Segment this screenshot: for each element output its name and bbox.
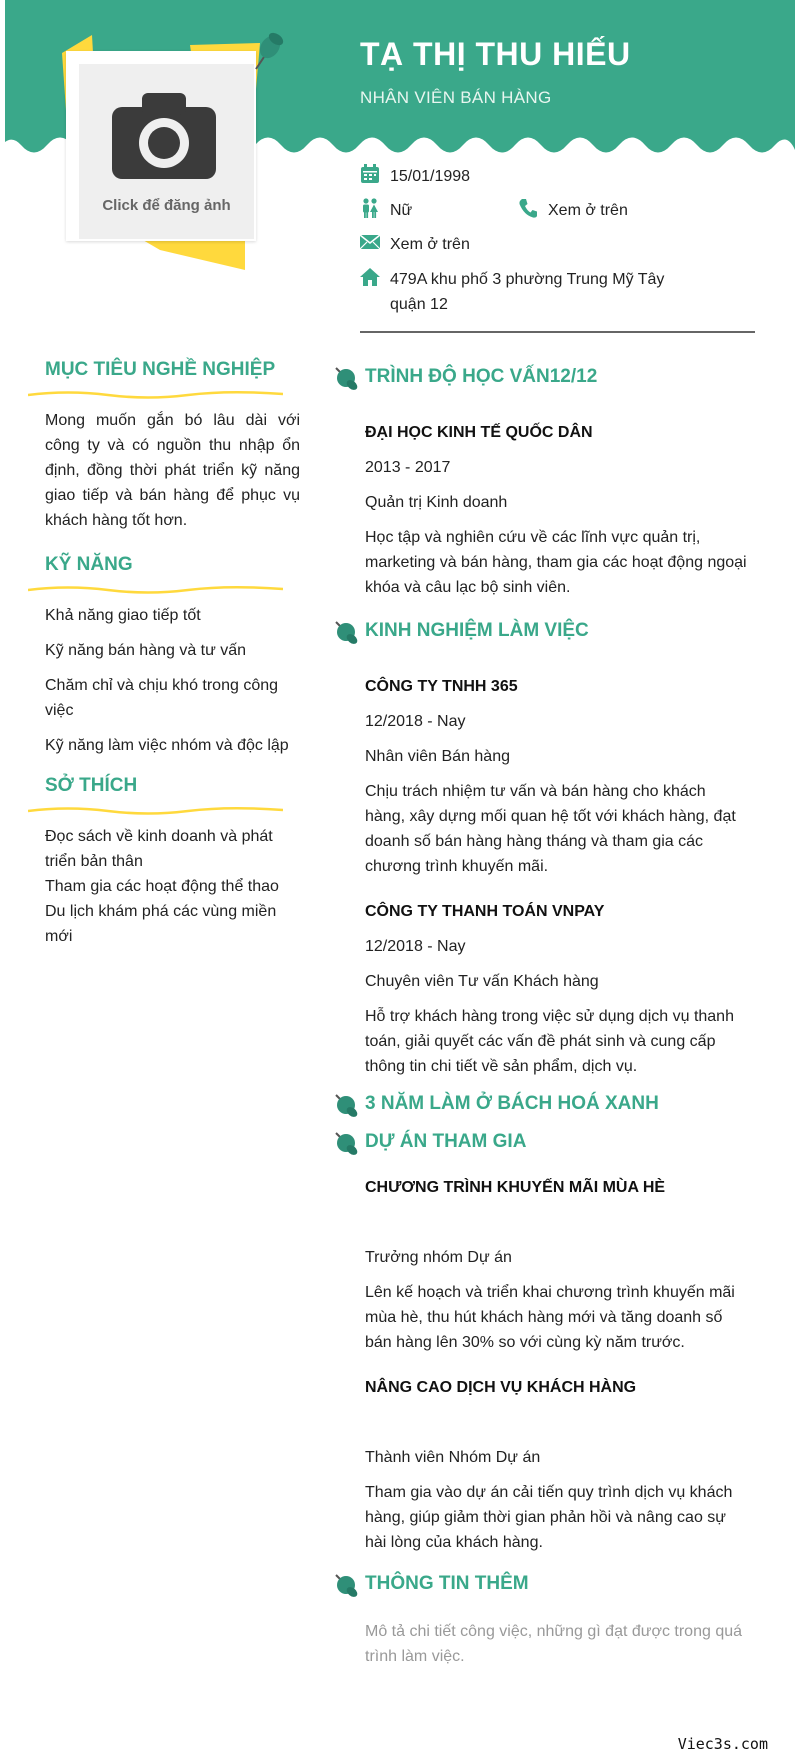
- project-role: Trưởng nhóm Dự án: [365, 1249, 512, 1266]
- additional-placeholder[interactable]: Mô tả chi tiết công việc, những gì đạt được trong quá trình làm việc.: [365, 1623, 743, 1665]
- contact-address: [360, 267, 720, 319]
- skill-item: Kỹ năng làm việc nhóm và độc lập: [45, 737, 289, 754]
- additional-title: THÔNG TIN THÊM: [365, 1573, 529, 1594]
- skill-item: Kỹ năng bán hàng và tư vấn: [45, 642, 247, 659]
- phone-icon: [518, 198, 538, 218]
- upload-photo-label[interactable]: Click để đăng ảnh: [102, 197, 231, 214]
- company-name: CÔNG TY THANH TOÁN VNPAY: [365, 903, 605, 920]
- contact-phone: [518, 198, 698, 223]
- left-column: [45, 352, 300, 949]
- contact-dob: [360, 164, 680, 189]
- skill-item: Chăm chỉ và chịu khó trong công việc: [45, 677, 279, 719]
- project-entry: [365, 1375, 750, 1555]
- hobby-item: Du lịch khám phá các vùng miền mới: [45, 903, 277, 945]
- project-period-empty: [365, 1210, 750, 1235]
- home-icon: [360, 267, 380, 287]
- job-entry: [365, 674, 750, 879]
- skill-item: Khả năng giao tiếp tốt: [45, 607, 201, 624]
- education-entry: [365, 420, 750, 600]
- pushpin-icon: [330, 616, 358, 648]
- project-period-empty: [365, 1410, 750, 1435]
- contact-email: [360, 232, 680, 257]
- pushpin-icon: [330, 362, 358, 394]
- photo-card[interactable]: [66, 51, 256, 241]
- calendar-icon: [360, 164, 380, 184]
- job-desc: Hỗ trợ khách hàng trong việc sử dụng dịch vụ thanh toán, giải quyết các vấn đề phát sinh và cung cấp thông tin chi tiết về sản phẩm, dịch vụ.: [365, 1008, 734, 1075]
- education-title: TRÌNH ĐỘ HỌC VẤN12/12: [365, 366, 598, 387]
- dob-value: 15/01/1998: [390, 168, 471, 185]
- education-major: Quản trị Kinh doanh: [365, 494, 508, 511]
- address-value: 479A khu phố 3 phường Trung Mỹ Tây quận 12: [390, 271, 665, 313]
- company-name: CÔNG TY TNHH 365: [365, 678, 518, 695]
- job-role: Chuyên viên Tư vấn Khách hàng: [365, 973, 599, 990]
- phone-value: Xem ở trên: [548, 202, 628, 219]
- pushpin-icon: [330, 1127, 358, 1159]
- objective-title: MỤC TIÊU NGHỀ NGHIỆP: [45, 359, 276, 380]
- email-value: Xem ở trên: [390, 236, 470, 253]
- pin-icon: [248, 25, 288, 75]
- education-period: 2013 - 2017: [365, 459, 451, 476]
- skills-title: KỸ NĂNG: [45, 554, 133, 575]
- hobby-item: Đọc sách về kinh doanh và phát triển bản thân: [45, 828, 273, 870]
- projects-title: DỰ ÁN THAM GIA: [365, 1131, 527, 1152]
- header-divider: [360, 331, 755, 333]
- project-entry: [365, 1175, 750, 1355]
- wave-underline: [28, 585, 283, 595]
- wave-underline: [28, 390, 283, 400]
- hobbies-title: SỞ THÍCH: [45, 775, 138, 796]
- email-icon: [360, 232, 380, 252]
- job-role: Nhân viên Bán hàng: [365, 748, 510, 765]
- project-name: NÂNG CAO DỊCH VỤ KHÁCH HÀNG: [365, 1379, 637, 1396]
- footer-watermark: Viec3s.com: [677, 1735, 768, 1753]
- job-title: NHÂN VIÊN BÁN HÀNG: [360, 88, 552, 107]
- right-column: [330, 362, 750, 1669]
- camera-icon: [112, 89, 222, 184]
- contact-gender: [360, 198, 510, 223]
- project-role: Thành viên Nhóm Dự án: [365, 1449, 541, 1466]
- additional-header: [330, 1569, 750, 1607]
- project-name: CHƯƠNG TRÌNH KHUYẾN MÃI MÙA HÈ: [365, 1179, 666, 1196]
- extra-header: [330, 1089, 750, 1127]
- photo-area: [40, 25, 290, 275]
- projects-header: [330, 1127, 750, 1165]
- gender-value: Nữ: [390, 202, 413, 219]
- job-entry: [365, 899, 750, 1079]
- candidate-name: TẠ THỊ THU HIẾU: [360, 36, 631, 72]
- pushpin-icon: [330, 1089, 358, 1121]
- experience-header: [330, 616, 750, 654]
- education-desc: Học tập và nghiên cứu về các lĩnh vực quản trị, marketing và bán hàng, tham gia các hoạt động ngoại khóa và câu lạc bộ sinh viên.: [365, 529, 747, 596]
- objective-text: Mong muốn gắn bó lâu dài với công ty và có nguồn thu nhập ổn định, đồng thời phát triển kỹ năng giao tiếp và bán hàng để phục vụ khách hàng tốt hơn.: [45, 412, 300, 529]
- wave-underline: [28, 806, 283, 816]
- project-desc: Lên kế hoạch và triển khai chương trình khuyến mãi mùa hè, thu hút khách hàng mới và tăng doanh số bán hàng lên 30% so với cùng kỳ năm trước.: [365, 1284, 735, 1351]
- pushpin-icon: [330, 1569, 358, 1601]
- extra-title: 3 NĂM LÀM Ở BÁCH HOÁ XANH: [365, 1093, 659, 1114]
- project-desc: Tham gia vào dự án cải tiến quy trình dịch vụ khách hàng, giúp giảm thời gian phản hồi và nâng cao sự hài lòng của khách hàng.: [365, 1484, 733, 1551]
- school-name: ĐẠI HỌC KINH TẾ QUỐC DÂN: [365, 424, 593, 441]
- photo-placeholder[interactable]: [79, 64, 254, 239]
- job-period: 12/2018 - Nay: [365, 938, 466, 955]
- hobby-item: Tham gia các hoạt động thể thao: [45, 878, 279, 895]
- job-desc: Chịu trách nhiệm tư vấn và bán hàng cho khách hàng, xây dựng mối quan hệ tốt với khách hàng, đạt doanh số bán hàng hàng tháng và tham gia các chương trình khuyến mãi.: [365, 783, 736, 875]
- job-period: 12/2018 - Nay: [365, 713, 466, 730]
- gender-icon: [360, 198, 380, 218]
- education-header: [330, 362, 750, 400]
- experience-title: KINH NGHIỆM LÀM VIỆC: [365, 620, 589, 641]
